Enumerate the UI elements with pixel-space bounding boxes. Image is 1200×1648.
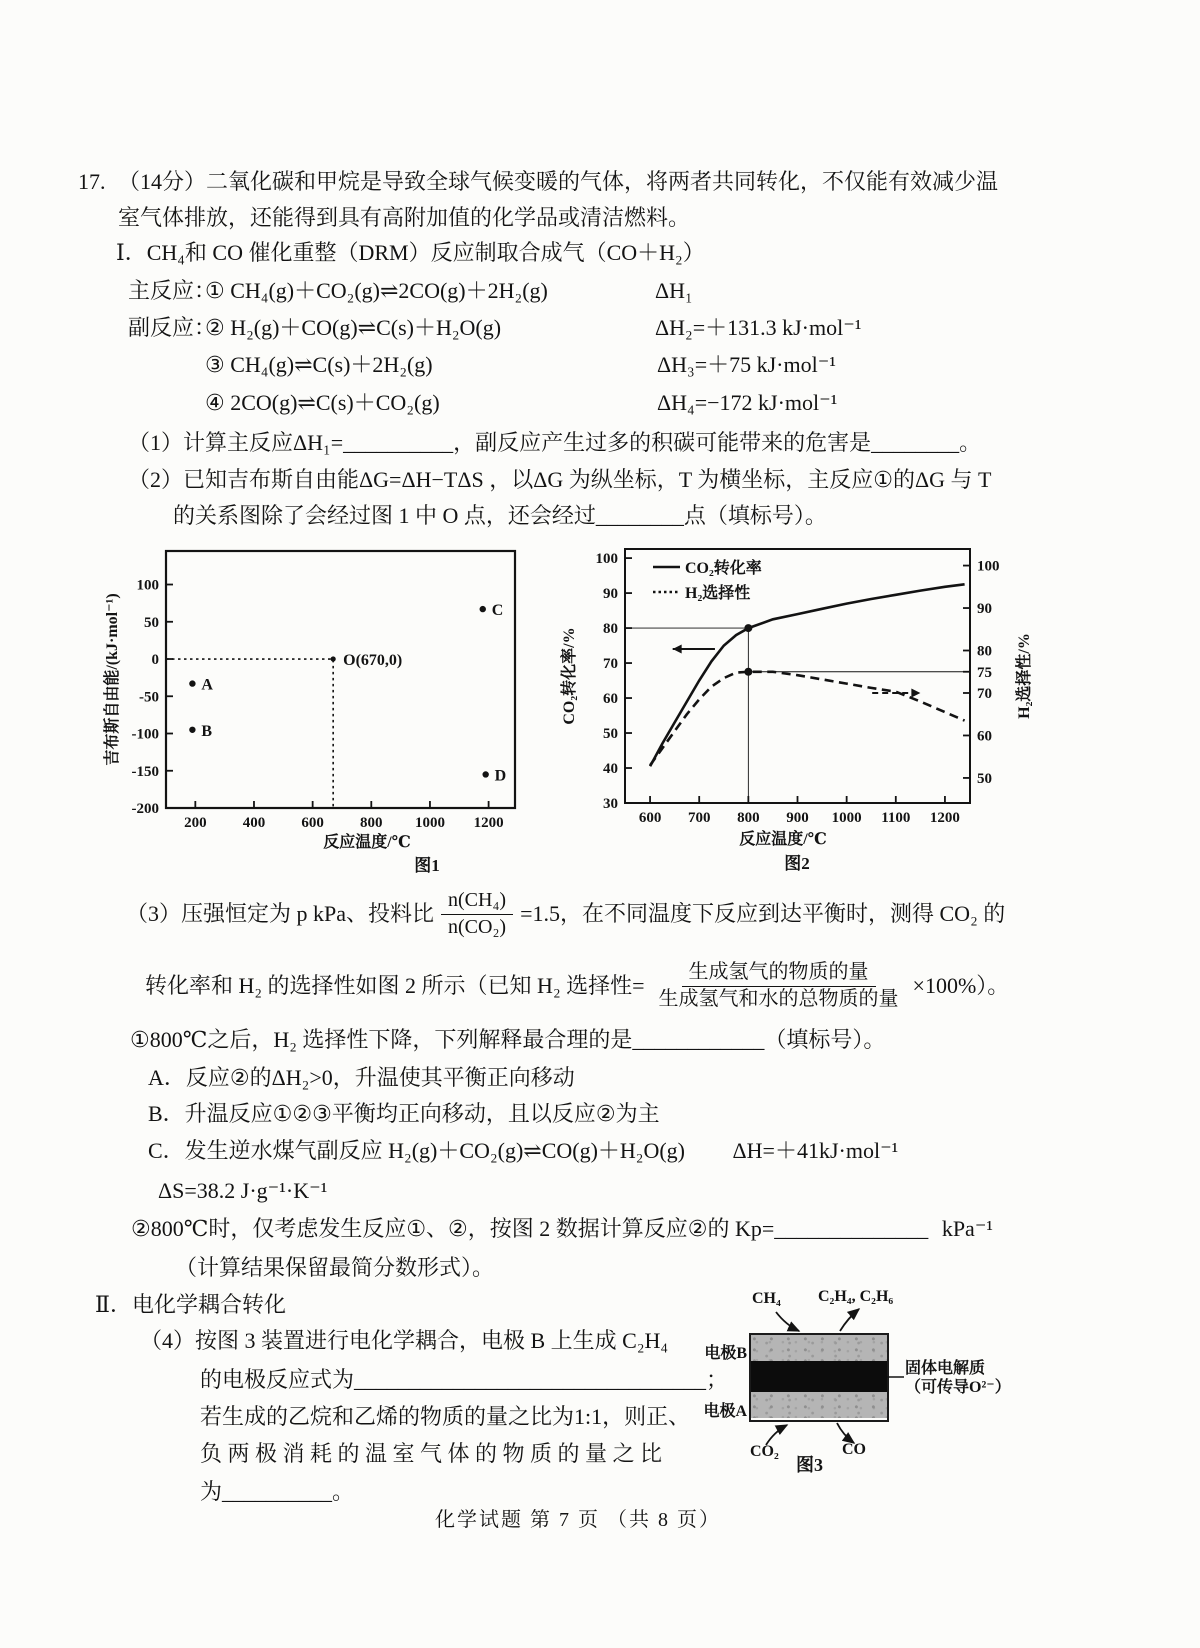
svg-text:80: 80: [977, 643, 992, 660]
svg-text:60: 60: [603, 691, 618, 708]
section1-title: Ⅰ．CH₄和 CO 催化重整（DRM）反应制取合成气（CO＋H₂）: [116, 240, 705, 265]
svg-text:70: 70: [977, 685, 992, 702]
figure3-arrows: [690, 1280, 1050, 1495]
svg-text:90: 90: [603, 586, 618, 603]
svg-text:800: 800: [360, 815, 383, 831]
subquestion-2-line2: 的关系图除了会经过图 1 中 O 点，还会经过________点（填标号）。: [173, 503, 827, 528]
svg-text:1200: 1200: [473, 815, 504, 831]
co2-inlet-arrow: [766, 1425, 787, 1445]
q3-line2-after: ×100%）。: [912, 973, 1010, 999]
fig1-origin-label: O(670,0): [343, 652, 403, 670]
svg-text:-100: -100: [131, 726, 159, 743]
svg-text:900: 900: [786, 810, 809, 826]
electrolyte-label-line1: 固体电解质: [905, 1360, 986, 1377]
subquestion-4-line4: 负 两 极 消 耗 的 温 室 气 体 的 物 质 的 量 之 比: [200, 1441, 663, 1466]
fraction-denominator: 生成氢气和水的总物质的量: [658, 987, 899, 1010]
section2-title: Ⅱ．电化学耦合转化: [95, 1292, 286, 1317]
selectivity-fraction: [652, 961, 906, 1011]
svg-text:-150: -150: [131, 763, 159, 780]
svg-text:800: 800: [737, 810, 760, 826]
electrode-a-label: 电极A: [703, 1403, 747, 1420]
co-outlet-arrow: [837, 1423, 854, 1443]
fig2-xlabel: 反应温度/℃: [739, 831, 827, 848]
subquestion-2-line1: （2）已知吉布斯自由能ΔG=ΔH−TΔS ，以ΔG 为纵坐标，T 为横坐标，主反应①的ΔG 与 T: [128, 467, 992, 492]
fig2-marked-point-left: [744, 624, 752, 632]
fig1-ylabel: 吉布斯自由能/(kJ·mol⁻¹): [104, 593, 121, 766]
fig2-guides: [625, 628, 970, 803]
svg-text:0: 0: [151, 652, 159, 669]
fig2-series-0: [650, 584, 965, 766]
fig2-marked-point-right: [744, 668, 752, 676]
products-outlet-arrow: [840, 1309, 859, 1331]
reaction-dh: ΔH₄=−172 kJ·mol⁻¹: [657, 390, 838, 415]
option-c-equation: C．发生逆水煤气副反应 H₂(g)＋CO₂(g)⇌CO(g)＋H₂O(g): [148, 1138, 686, 1163]
svg-text:700: 700: [687, 810, 711, 826]
svg-text:1100: 1100: [881, 810, 911, 826]
fig2-ylabel-right: H₂选择性/%: [1016, 633, 1033, 719]
option-a: A．反应②的ΔH₂>0，升温使其平衡正向移动: [148, 1065, 575, 1090]
fig1-caption: 图1: [414, 856, 440, 875]
svg-text:100: 100: [136, 577, 159, 594]
fraction-numerator: n(CH₄): [441, 889, 513, 915]
fig2-caption: 图2: [784, 854, 810, 873]
svg-text:90: 90: [977, 601, 992, 618]
subquestion-3-1: ①800℃之后，H₂ 选择性下降，下列解释最合理的是____________（填标号）。: [130, 1027, 886, 1052]
svg-text:D: D: [494, 767, 507, 785]
svg-text:-50: -50: [139, 689, 159, 706]
kp-unit: kPa⁻¹: [941, 1216, 994, 1241]
option-c: [148, 1137, 898, 1165]
option-c-ds: ΔS=38.2 J·g⁻¹·K⁻¹: [158, 1178, 328, 1203]
q3-text-before: （3）压强恒定为 p kPa、投料比: [126, 901, 435, 927]
svg-text:75: 75: [977, 664, 992, 681]
intro-line1: （14分）二氧化碳和甲烷是导致全球气候变暖的气体，将两者共同转化，不仅能有效减少温: [118, 169, 999, 194]
svg-text:600: 600: [301, 815, 324, 831]
fig2-legend: [653, 558, 762, 602]
svg-text:200: 200: [184, 815, 207, 831]
fig1-points: [189, 602, 506, 784]
svg-text:B: B: [201, 722, 213, 740]
fig1-ticks: [132, 578, 504, 831]
fig2-ticks: [596, 551, 1000, 826]
electrode-b-label: 电极B: [704, 1345, 747, 1362]
reaction-equation: ① CH₄(g)＋CO₂(g)⇌2CO(g)＋2H₂(g): [205, 278, 548, 303]
subquestion-3-line1: [126, 886, 1005, 942]
intro-line2: 室气体排放，还能得到具有高附加值的化学品或清洁燃料。: [118, 205, 691, 230]
electrolyte-label-line2: （可传导O²⁻）: [905, 1379, 1011, 1397]
subquestion-4-line2: 的电极反应式为________________________________；: [200, 1367, 729, 1392]
question-number: 17.: [78, 169, 106, 194]
ch4-inlet-arrow: [776, 1312, 799, 1331]
figure3-device: [690, 1280, 1050, 1495]
svg-text:30: 30: [603, 796, 618, 812]
reaction-prefix: 副反应：: [128, 315, 217, 340]
svg-text:50: 50: [603, 726, 618, 743]
subquestion-3-line2: [145, 956, 1009, 1016]
subquestion-3-2: [131, 1215, 993, 1243]
fig1-xlabel: 反应温度/℃: [323, 834, 411, 851]
fig1-plot-box: [166, 551, 515, 808]
kp-question: ②800℃时，仅考虑发生反应①、②，按图 2 数据计算反应②的 Kp=______________: [131, 1216, 929, 1241]
fig2-ylabel-left: CO₂转化率/%: [561, 627, 578, 725]
svg-text:1200: 1200: [929, 810, 960, 826]
figure3-caption: 图3: [796, 1455, 823, 1475]
subquestion-4-line1: （4）按图 3 装置进行电化学耦合，电极 B 上生成 C₂H₄: [140, 1328, 669, 1353]
kp-note: （计算结果保留最简分数形式）。: [175, 1255, 495, 1280]
reaction-row: [128, 277, 216, 305]
svg-text:600: 600: [638, 810, 662, 826]
ch4-inlet-label: CH₄: [752, 1290, 781, 1307]
feed-ratio-fraction: [441, 889, 513, 939]
svg-text:1000: 1000: [414, 815, 445, 831]
q3-line2-before: 转化率和 H₂ 的选择性如图 2 所示（已知 H₂ 选择性=: [145, 973, 645, 999]
svg-text:H₂选择性: H₂选择性: [685, 585, 751, 602]
svg-text:1000: 1000: [831, 810, 862, 826]
svg-text:100: 100: [977, 558, 1000, 575]
co2-inlet-label: CO₂: [750, 1443, 779, 1460]
svg-text:C: C: [491, 602, 504, 620]
subquestion-1: （1）计算主反应ΔH₁=__________，副反应产生过多的积碳可能带来的危害是________。: [128, 430, 982, 455]
svg-text:50: 50: [144, 614, 159, 631]
svg-text:100: 100: [595, 551, 618, 568]
subquestion-4-line3: 若生成的乙烷和乙烯的物质的量之比为1:1，则正、: [200, 1404, 691, 1429]
svg-text:CO₂转化率: CO₂转化率: [685, 560, 762, 577]
reaction-dh: ΔH₁: [655, 278, 693, 303]
reaction-dh: ΔH₂=＋131.3 kJ·mol⁻¹: [655, 315, 862, 340]
figure1-chart: [95, 505, 525, 880]
svg-text:40: 40: [603, 761, 618, 778]
page-footer: 化学试题 第 7 页 （共 8 页）: [435, 1509, 721, 1531]
svg-text:400: 400: [242, 815, 266, 831]
reaction-row: [128, 314, 216, 342]
figure2-chart: [540, 505, 1060, 880]
svg-text:50: 50: [977, 770, 992, 787]
fraction-denominator: n(CO₂): [448, 915, 507, 938]
reaction-equation: ② H₂(g)＋CO(g)⇌C(s)＋H₂O(g): [205, 315, 502, 340]
subquestion-4-line5: 为__________。: [200, 1479, 355, 1504]
svg-text:70: 70: [603, 656, 618, 673]
svg-text:60: 60: [977, 728, 992, 745]
q3-text-after: =1.5，在不同温度下反应到达平衡时，测得 CO₂ 的: [520, 901, 1006, 927]
reaction-dh: ΔH₃=＋75 kJ·mol⁻¹: [657, 352, 836, 377]
reaction-equation: ③ CH₄(g)⇌C(s)＋2H₂(g): [205, 352, 433, 377]
svg-text:-200: -200: [131, 801, 159, 817]
option-b: B．升温反应①②③平衡均正向移动，且以反应②为主: [148, 1101, 660, 1126]
option-c-dh: ΔH=＋41kJ·mol⁻¹: [732, 1138, 899, 1163]
c2h4-c2h6-outlet-label: C₂H₄, C₂H₆: [818, 1288, 894, 1305]
co-outlet-label: CO: [842, 1441, 866, 1458]
svg-text:A: A: [201, 676, 213, 694]
reaction-equation: ④ 2CO(g)⇌C(s)＋CO₂(g): [205, 390, 440, 415]
fraction-numerator: 生成氢气的物质的量: [682, 961, 876, 987]
reaction-prefix: 主反应：: [128, 278, 217, 303]
svg-text:80: 80: [603, 621, 618, 638]
